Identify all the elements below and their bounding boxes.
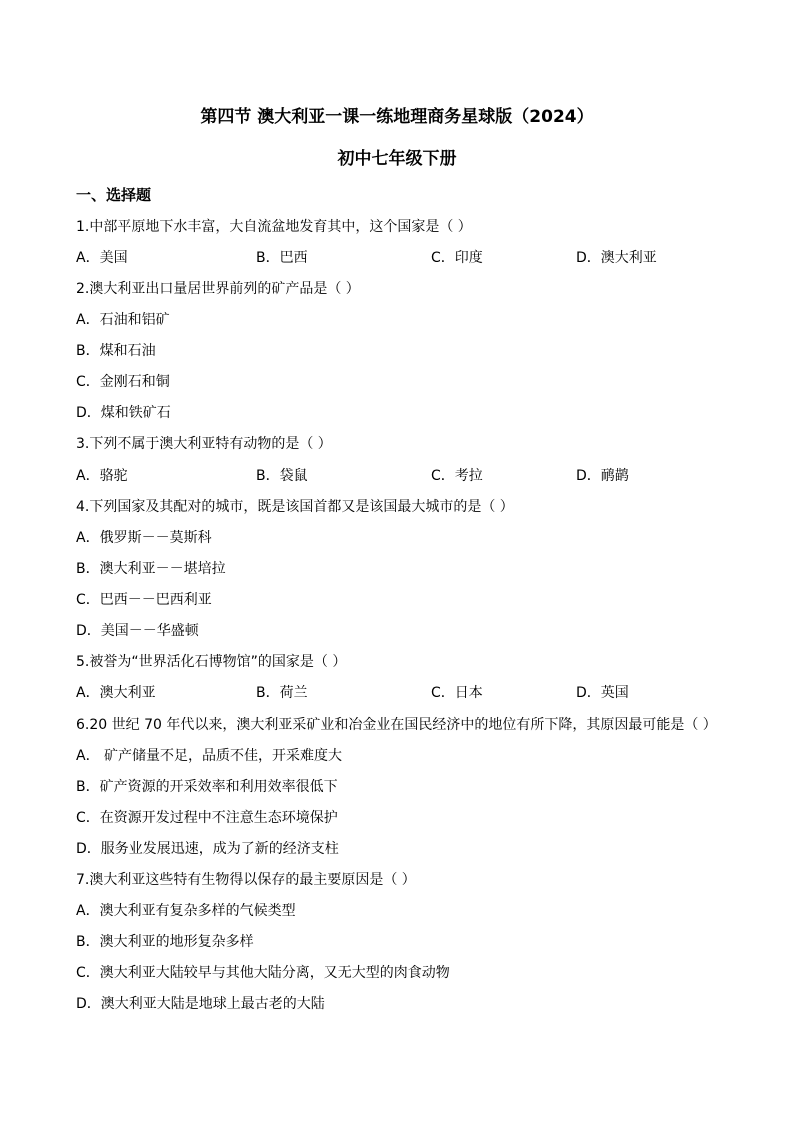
question-3-stem: 3.下列不属于澳大利亚特有动物的是（ ） [76,436,332,452]
question-3-options [76,466,776,486]
question-5-options [76,683,776,703]
question-3-option-d: D．鸸鹋 [576,468,629,484]
question-6-option-b: B．矿产资源的开采效率和利用效率很低下 [76,779,338,795]
document-title: 第四节 澳大利亚一课一练地理商务星球版（2024） [200,107,594,127]
question-6-option-a: A． 矿产储量不足，品质不佳，开采难度大 [76,748,343,764]
question-6-stem: 6.20 世纪 70 年代以来，澳大利亚采矿业和冶金业在国民经济中的地位有所下降，其原因最可能是（ ） [76,717,717,733]
question-5-option-a: A．澳大利亚 [76,685,156,701]
question-1-option-d: D．澳大利亚 [576,250,657,266]
question-4-option-d: D．美国－－华盛顿 [76,623,199,639]
question-5-option-d: D．英国 [576,685,629,701]
question-2-option-d: D．煤和铁矿石 [76,405,171,421]
question-4-option-a: A．俄罗斯－－莫斯科 [76,530,212,546]
question-7-option-c: C．澳大利亚大陆较早与其他大陆分离，又无大型的肉食动物 [76,965,450,981]
question-6-option-c: C．在资源开发过程中不注意生态环境保护 [76,810,338,826]
question-4-stem: 4.下列国家及其配对的城市，既是该国首都又是该国最大城市的是（ ） [76,499,514,515]
question-2-option-c: C．金刚石和铜 [76,374,170,390]
question-5-option-c: C．日本 [431,685,483,701]
question-1-option-c: C．印度 [431,250,483,266]
question-1-option-a: A．美国 [76,250,128,266]
question-2-option-b: B．煤和石油 [76,343,156,359]
question-2-stem: 2.澳大利亚出口量居世界前列的矿产品是（ ） [76,281,360,297]
question-1-stem: 1.中部平原地下水丰富，大自流盆地发育其中，这个国家是（ ） [76,219,472,235]
question-5-option-b: B．荷兰 [256,685,308,701]
section-heading: 一、选择题 [76,186,152,204]
question-4-option-b: B．澳大利亚－－堪培拉 [76,561,226,577]
question-3-option-a: A．骆驼 [76,468,128,484]
question-3-option-c: C．考拉 [431,468,483,484]
question-1-options [76,248,776,268]
question-7-option-a: A．澳大利亚有复杂多样的气候类型 [76,903,296,919]
question-5-stem: 5.被誉为“世界活化石博物馆”的国家是（ ） [76,654,347,670]
question-3-option-b: B．袋鼠 [256,468,308,484]
document-subtitle: 初中七年级下册 [337,149,457,169]
question-7-option-d: D．澳大利亚大陆是地球上最古老的大陆 [76,996,325,1012]
question-4-option-c: C．巴西－－巴西利亚 [76,592,212,608]
question-7-option-b: B．澳大利亚的地形复杂多样 [76,934,254,950]
question-6-option-d: D．服务业发展迅速，成为了新的经济支柱 [76,841,339,857]
question-7-stem: 7.澳大利亚这些特有生物得以保存的最主要原因是（ ） [76,872,416,888]
question-1-option-b: B．巴西 [256,250,308,266]
question-2-option-a: A．石油和铝矿 [76,312,170,328]
